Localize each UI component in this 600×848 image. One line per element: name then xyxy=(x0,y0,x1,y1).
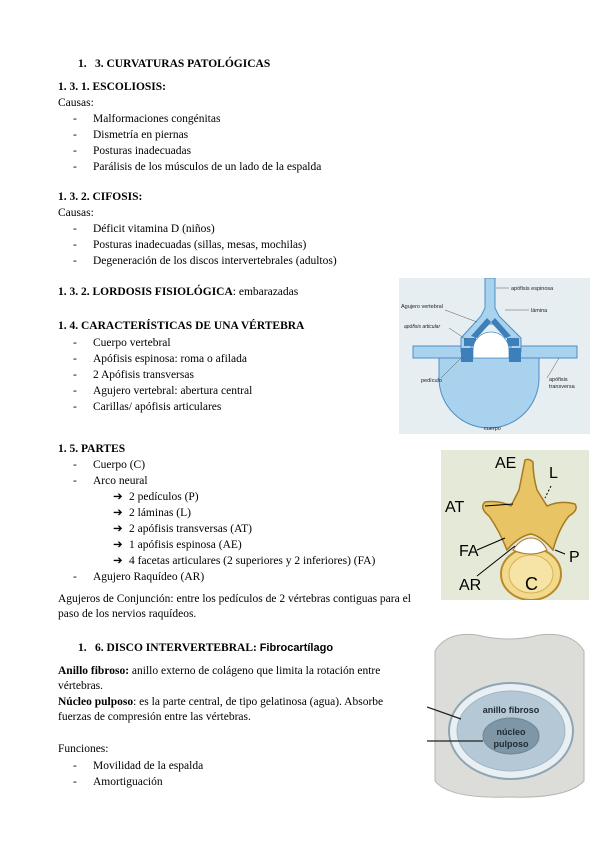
section-number: 1. xyxy=(78,642,87,654)
funciones-label: Funciones: xyxy=(58,743,109,755)
heading-lordosis: 1. 3. 2. LORDOSIS FISIOLÓGICA: embarazadas xyxy=(58,286,299,298)
heading-caracteristicas: 1. 4. CARACTERÍSTICAS DE UNA VÉRTEBRA xyxy=(58,320,305,332)
label-AE: AE xyxy=(495,455,517,472)
vertebra-schematic-diagram xyxy=(399,278,590,434)
label-AR: AR xyxy=(459,577,482,594)
label-apofisis-articular: apófisis articular xyxy=(404,324,441,330)
label-C: C xyxy=(525,574,538,594)
causas-label: Causas: xyxy=(58,97,94,109)
causas-label: Causas: xyxy=(58,207,94,219)
label-FA: FA xyxy=(459,543,479,560)
articular-right-shape xyxy=(507,338,519,346)
label-agujero-vertebral: Agujero vertebral xyxy=(401,304,443,310)
label-AT: AT xyxy=(445,499,465,516)
label-cuerpo: cuerpo xyxy=(484,426,501,432)
label-anillo-fibroso: anillo fibroso xyxy=(482,705,540,715)
anillo-line2: vértebras. xyxy=(58,680,104,692)
label-pediculo: pedículo xyxy=(421,378,442,384)
label-apofisis-transversa-1: apófisis xyxy=(549,377,568,383)
nucleo-line1: Núcleo pulposo: es la parte central, de tipo gelatinosa (agua). Absorbe xyxy=(58,696,384,708)
label-lamina: lámina xyxy=(531,308,548,314)
agujeros-conjuncion-line1: Agujeros de Conjunción: entre los pedículos de 2 vértebras contiguas para el xyxy=(58,593,411,605)
heading-disco: 6. DISCO INTERVERTEBRAL: Fibrocartílago xyxy=(95,642,334,654)
disc-diagram xyxy=(427,631,590,801)
nucleo-line2: fuerzas de compresión entre las vértebras. xyxy=(58,711,251,723)
agujeros-conjuncion-line2: paso de los nervios raquídeos. xyxy=(58,608,197,620)
anillo-line1: Anillo fibroso: anillo externo de colágeno que limita la rotación entre xyxy=(58,665,381,677)
label-nucleo: núcleo xyxy=(496,727,526,737)
label-apofisis-espinosa: apófisis espinosa xyxy=(511,286,554,292)
pedicle-right-shape xyxy=(509,348,521,362)
section-number: 1. xyxy=(78,58,87,70)
label-L: L xyxy=(549,465,558,482)
section-title-curvaturas: 3. CURVATURAS PATOLÓGICAS xyxy=(95,58,271,70)
heading-cifosis: 1. 3. 2. CIFOSIS: xyxy=(58,191,143,203)
label-apofisis-transversa-2: transversa xyxy=(549,384,575,390)
heading-partes: 1. 5. PARTES xyxy=(58,443,126,455)
pedicle-left-shape xyxy=(461,348,473,362)
heading-escoliosis: 1. 3. 1. ESCOLIOSIS: xyxy=(58,81,167,93)
vertebra-illustration-diagram xyxy=(429,450,589,600)
label-pulposo: pulposo xyxy=(493,739,529,749)
label-P: P xyxy=(569,549,580,566)
